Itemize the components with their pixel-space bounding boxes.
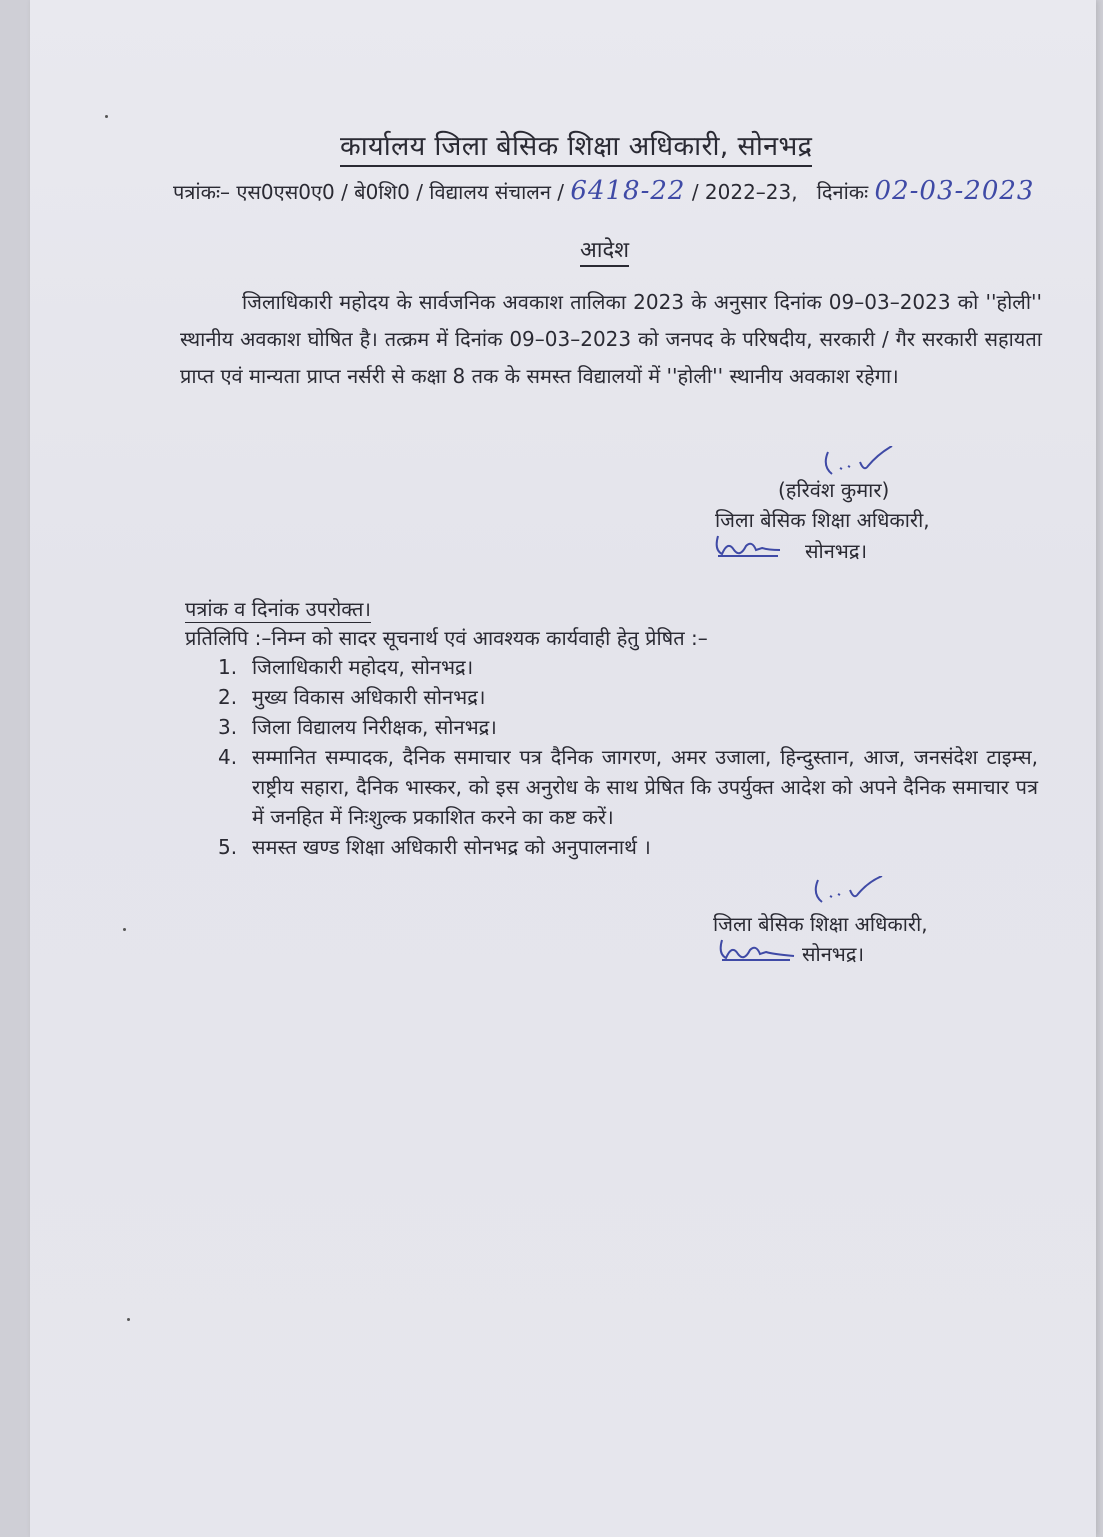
list-item: 3. जिला विद्यालय निरीक्षक, सोनभद्र। (218, 715, 497, 739)
handwritten-date: 02-03-2023 (874, 176, 1035, 206)
copy-subject: पत्रांक व दिनांक उपरोक्त। (185, 597, 371, 621)
copy-intro: प्रतिलिपि :–निम्न को सादर सूचनार्थ एवं आवश्यक कार्यवाही हेतु प्रेषित :– (185, 626, 708, 650)
reference-year: / 2022–23, (691, 180, 798, 204)
list-item: 5. समस्त खण्ड शिक्षा अधिकारी सोनभद्र को अनुपालनार्थ । (218, 835, 651, 859)
order-body: जिलाधिकारी महोदय के सार्वजनिक अवकाश तालिका 2023 के अनुसार दिनांक 09–03–2023 को ''होली'' स्थानीय अवकाश घोषित है। तत्क्रम में दिनांक 09–03–2023 को जनपद के परिषदीय, सरकारी / गैर सरकारी सहायता प्राप्त एवं मान्यता प्राप्त नर्सरी से कक्षा 8 तक के समस्त विद्यालयों में ''होली'' स्थानीय अवकाश रहेगा। (180, 290, 1042, 388)
signatory-place: सोनभद्र। (805, 539, 868, 563)
handwritten-reference-number: 6418-22 (570, 176, 686, 206)
date-label: दिनांकः (816, 180, 869, 204)
reference-line (173, 176, 1034, 206)
reference-prefix: पत्रांकः– एस0एस0ए0 / बे0शि0 / विद्यालय संचालन / (173, 180, 565, 204)
signatory-name: (हरिवंश कुमार) (778, 478, 890, 502)
signatory-place: सोनभद्र। (802, 942, 865, 966)
recipient-list (218, 652, 1038, 862)
signature-scribble (718, 936, 798, 964)
paper-speck (127, 1318, 130, 1321)
paper-speck (123, 928, 126, 931)
signatory-designation: जिला बेसिक शिक्षा अधिकारी, (713, 912, 928, 936)
office-title: कार्यालय जिला बेसिक शिक्षा अधिकारी, सोनभद्र (340, 126, 812, 167)
order-heading: आदेश (580, 234, 629, 267)
list-item: 2. मुख्य विकास अधिकारी सोनभद्र। (218, 685, 486, 709)
signature-scribble (714, 532, 784, 560)
list-item: 1. जिलाधिकारी महोदय, सोनभद्र। (218, 655, 474, 679)
list-item: 4. सम्मानित सम्पादक, दैनिक समाचार पत्र दैनिक जागरण, अमर उजाला, हिन्दुस्तान, आज, जनसंदेश टाइम्स, राष्ट्रीय सहारा, दैनिक भास्कर, को इस अनुरोध के साथ प्रेषित कि उपर्युक्त आदेश को अपने दैनिक समाचार पत्र में जनहित में निःशुल्क प्रकाशित करने का कष्ट करें। (218, 745, 1038, 829)
signatory-designation: जिला बेसिक शिक्षा अधिकारी, (715, 508, 930, 532)
document-page (30, 0, 1096, 1537)
paper-speck (105, 115, 108, 118)
initials-scribble (810, 876, 890, 912)
